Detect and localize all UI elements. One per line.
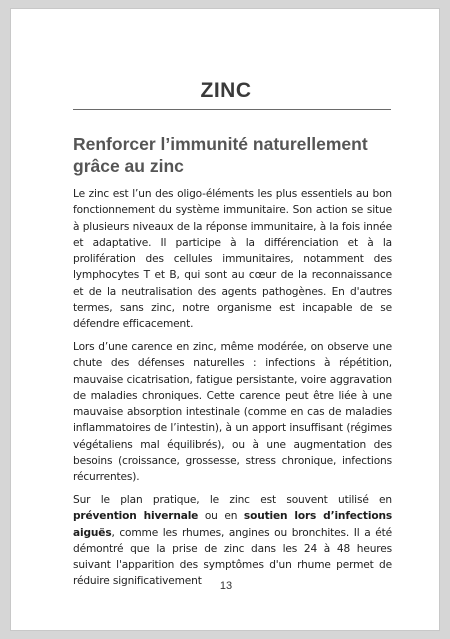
- document-page: [10, 8, 440, 631]
- title-divider: [73, 109, 391, 110]
- paragraph-1: Le zinc est l’un des oligo-éléments les plus essentiels au bon fonctionnement du système immunitaire. Son action se situe à plusieurs niveaux de la réponse immunitaire, à la fois innée et adaptative. Il participe à la différenciation et à la prolifération des cellules immunitaires, notamment des lymphocytes T et B, qui sont au cœur de la reconnaissance et de la neutralisation des agents pathogènes. En d'autres termes, sans zinc, notre organisme est incapable de se défendre efficacement.: [73, 188, 392, 331]
- paragraph-3-text-3: , comme les rhumes, angines ou bronchites. Il a été démontré que la prise de zinc dans les 24 à 48 heures suivant l'apparition des symptômes d'un rhume permet de réduire significativement: [73, 526, 392, 588]
- page-title: ZINC: [200, 79, 252, 102]
- paragraph-3-text-1: Sur le plan pratique, le zinc est souvent utilisé en: [73, 494, 392, 506]
- paragraph-3: [73, 492, 392, 590]
- section-heading: Renforcer l’immunité naturellement grâce au zinc: [73, 134, 368, 176]
- emphasis-prevention: prévention hivernale: [73, 510, 199, 523]
- paragraph-3-text-2: ou en: [198, 510, 244, 523]
- paragraph-2: Lors d’une carence en zinc, même modérée, on observe une chute des défenses naturelles : infections à répétition, mauvaise cicatrisation, fatigue persistante, voire aggravation de maladies chroniques. Cette carence peut être liée à une mauvaise absorption intestinale (comme en cas de maladies inflammatoires de l’intestin), à un apport insuffisant (régimes végétaliens mal équilibrés), ou à une augmentation des besoins (croissance, grossesse, stress chronique, infections récurrentes).: [73, 341, 392, 484]
- page-number: 13: [219, 580, 233, 592]
- emphasis-soutien: soutien lors d’infections aiguës: [73, 510, 393, 539]
